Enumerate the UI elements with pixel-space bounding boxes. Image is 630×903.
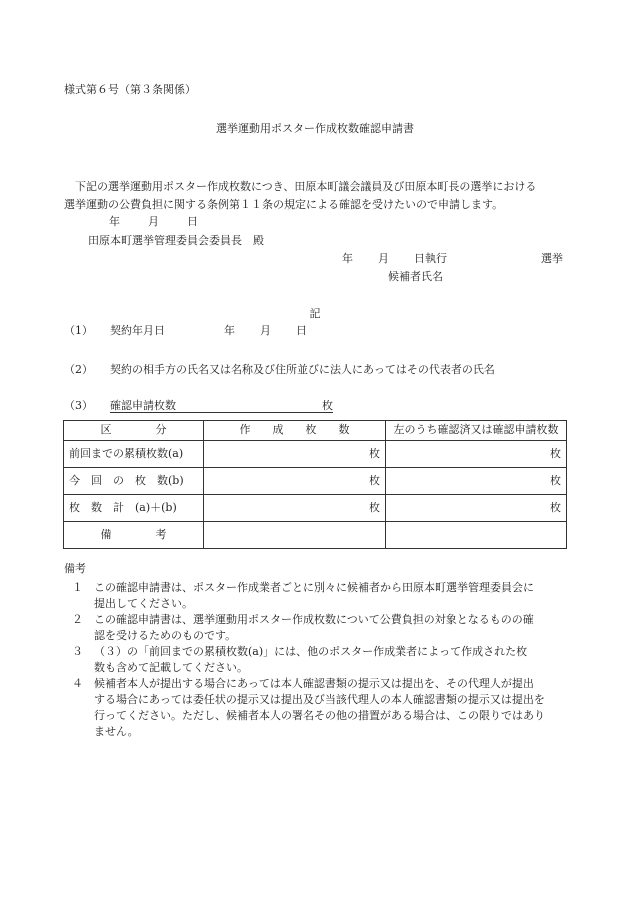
note-text	[94, 580, 568, 612]
table-row	[64, 522, 567, 549]
date-day: 日	[187, 215, 198, 228]
row-label: 前回までの累積枚数(a)	[64, 441, 204, 468]
note-text	[94, 644, 568, 676]
list-item	[72, 676, 568, 740]
election-date	[342, 252, 447, 266]
note-line: 行ってください。ただし、候補者本人の署名その他の措置がある場合は、この限りではあり	[94, 709, 545, 722]
item3-count-blank	[176, 399, 322, 413]
cell-confirmed: 枚	[386, 468, 567, 495]
note-line: する場合にあっては委任状の提示又は提出及び当該代理人の本人確認書類の提示又は提出を	[94, 693, 545, 706]
header-category: 区 分	[64, 421, 204, 441]
cell-produced: 枚	[204, 468, 386, 495]
exec-day: 日執行	[414, 252, 447, 265]
intro-paragraph	[64, 178, 568, 214]
header-confirmed-count: 左のうち確認済又は確認申請枚数	[386, 421, 567, 441]
table-row	[64, 495, 567, 522]
item-contract-date	[64, 324, 307, 338]
row-label: 今 回 の 枚 数(b)	[64, 468, 204, 495]
remarks-list	[72, 580, 568, 740]
exec-month: 月	[378, 252, 389, 265]
cell-produced: 枚	[204, 441, 386, 468]
table-row	[64, 468, 567, 495]
note-number: ２	[72, 613, 83, 626]
cell-produced: 枚	[204, 495, 386, 522]
item-requested-count	[64, 399, 333, 413]
item1-label: 契約年月日	[110, 324, 165, 337]
intro-line-1: 下記の選挙運動用ポスター作成枚数につき、田原本町議会議員及び田原本町長の選挙における	[75, 180, 537, 193]
cell-confirmed	[386, 522, 567, 549]
list-item	[72, 644, 568, 676]
row-label: 備 考	[64, 522, 204, 549]
cell-confirmed: 枚	[386, 495, 567, 522]
form-number: 様式第６号（第３条関係）	[64, 83, 196, 96]
item1-number: （1）	[64, 324, 93, 337]
note-line: 認を受けるためのものです。	[94, 629, 237, 642]
note-line: 候補者本人が提出する場合にあっては本人確認書類の提示又は提出を、その代理人が提出	[94, 677, 534, 690]
note-number: ３	[72, 645, 83, 658]
table-row	[64, 441, 567, 468]
note-line: （３）の「前回までの累積枚数(a)」には、他のポスター作成業者によって作成された枚	[94, 645, 528, 658]
item2-number: （2）	[64, 363, 93, 376]
intro-line-2: 選挙運動の公費負担に関する条例第１１条の規定による確認を受けたいので申請します。	[64, 198, 504, 211]
note-line: 数も含めて記載してください。	[94, 661, 248, 674]
item3-label: 確認申請枚数	[110, 399, 176, 412]
note-line: ません。	[94, 725, 139, 738]
note-line: この確認申請書は、選挙運動用ポスター作成枚数について公費負担の対象となるものの確	[94, 613, 534, 626]
item2-label: 契約の相手方の氏名又は名称及び住所並びに法人にあってはその代表者の氏名	[110, 363, 495, 376]
cell-produced	[204, 522, 386, 549]
document-title: 選挙運動用ポスター作成枚数確認申請書	[216, 122, 414, 135]
poster-count-table	[63, 420, 567, 549]
item1-month: 月	[260, 324, 271, 337]
item3-unit: 枚	[322, 399, 333, 412]
addressee: 田原本町選挙管理委員会委員長 殿	[88, 234, 264, 247]
item1-day: 日	[296, 324, 307, 337]
note-line: この確認申請書は、ポスター作成業者ごとに別々に候補者から田原本町選挙管理委員会に	[94, 581, 534, 594]
list-item	[72, 580, 568, 612]
election-label: 選挙	[541, 252, 563, 265]
cell-confirmed: 枚	[386, 441, 567, 468]
application-date	[109, 215, 198, 229]
note-text	[94, 676, 568, 740]
note-text	[94, 612, 568, 644]
candidate-name-label: 候補者氏名	[388, 270, 443, 283]
date-year: 年	[109, 215, 120, 228]
header-produced-count: 作 成 枚 数	[204, 421, 386, 441]
note-line: 提出してください。	[94, 597, 193, 610]
date-month: 月	[148, 215, 159, 228]
item3-number: （3）	[64, 399, 93, 412]
table-header-row	[64, 421, 567, 441]
ki-heading: 記	[309, 307, 321, 320]
exec-year: 年	[342, 252, 353, 265]
item-contractor	[64, 363, 495, 377]
remarks-title: 備考	[64, 562, 86, 575]
list-item	[72, 612, 568, 644]
row-label: 枚 数 計 (a)＋(b)	[64, 495, 204, 522]
note-number: １	[72, 581, 83, 594]
note-number: ４	[72, 677, 83, 690]
item1-year: 年	[224, 324, 235, 337]
